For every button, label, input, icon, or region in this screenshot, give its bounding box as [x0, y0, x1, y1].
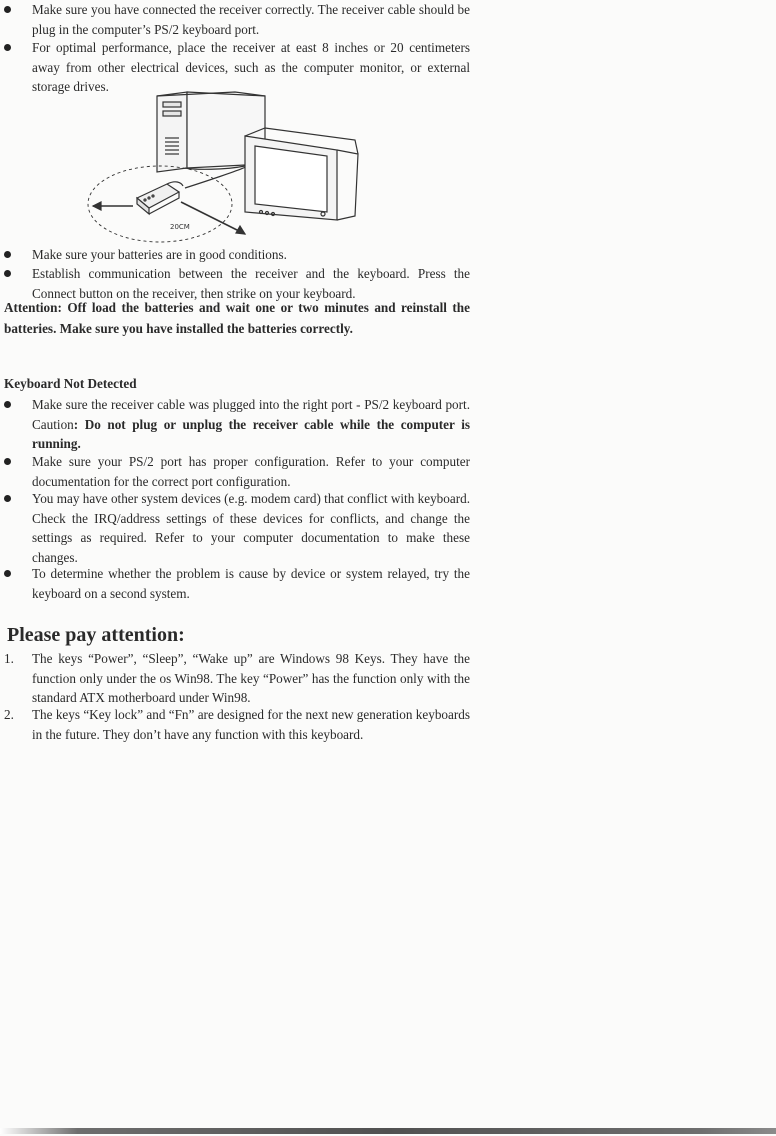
bullet-icon [4, 251, 11, 258]
list-item [0, 489, 470, 567]
bullet-icon [4, 6, 11, 13]
distance-label: 20CM [170, 223, 190, 231]
bullet-text: Make sure you have connected the receiver correctly. The receiver cable should be plug in the computer’s PS/2 keyboard port. [32, 2, 470, 37]
bullet-icon [4, 570, 11, 577]
list-item [0, 245, 470, 265]
list-item [0, 705, 470, 744]
bullet-text: You may have other system devices (e.g. modem card) that conflict with keyboard. Check the IRQ/address settings of these devices for conflicts, and change the settings as required. Refer to your computer documentation to make these changes. [32, 491, 470, 565]
bullet-text: Make sure your PS/2 port has proper configuration. Refer to your computer documentation for the correct port configuration. [32, 454, 470, 489]
bullet-text: Make sure the receiver cable was plugged into the right port - PS/2 keyboard port. Caution: Do not plug or unplug the receiver cable while the computer is running. [32, 397, 470, 451]
bullet-text: Make sure your batteries are in good conditions. [32, 247, 287, 262]
list-item [0, 564, 470, 603]
item-text: The keys “Key lock” and “Fn” are designed for the next new generation keyboards in the future. They don’t have any function with this keyboard. [32, 707, 470, 742]
list-item [0, 395, 470, 454]
bullet-icon [4, 270, 11, 277]
bullet-icon [4, 458, 11, 465]
section-heading: Please pay attention: [7, 624, 185, 646]
bullet-icon [4, 495, 11, 502]
bullet-text: For optimal performance, place the receiver at east 8 inches or 20 centimeters away from other electrical devices, such as the computer monitor, or external storage drives. [32, 40, 470, 94]
bullet-text: To determine whether the problem is cause by device or system relayed, try the keyboard on a second system. [32, 566, 470, 601]
list-item [0, 452, 470, 491]
attention-note: Attention: Off load the batteries and wait one or two minutes and reinstall the batteries. Make sure you have installed the batteries correctly. [4, 300, 470, 336]
bullet-icon [4, 44, 11, 51]
list-item [0, 649, 470, 708]
receiver-placement-illustration [75, 88, 365, 248]
item-text: The keys “Power”, “Sleep”, “Wake up” are Windows 98 Keys. They have the function only under the os Win98. The key “Power” has the function only with the standard ATX motherboard under Win98. [32, 651, 470, 705]
item-number: 1. [4, 651, 14, 666]
list-item [0, 0, 470, 39]
bullet-text: Establish communication between the receiver and the keyboard. Press the Connect button on the receiver, then strike on your keyboard. [32, 266, 470, 301]
section-heading: Keyboard Not Detected [4, 376, 137, 391]
scan-edge-shadow [0, 1128, 776, 1134]
item-number: 2. [4, 707, 14, 722]
bullet-icon [4, 401, 11, 408]
